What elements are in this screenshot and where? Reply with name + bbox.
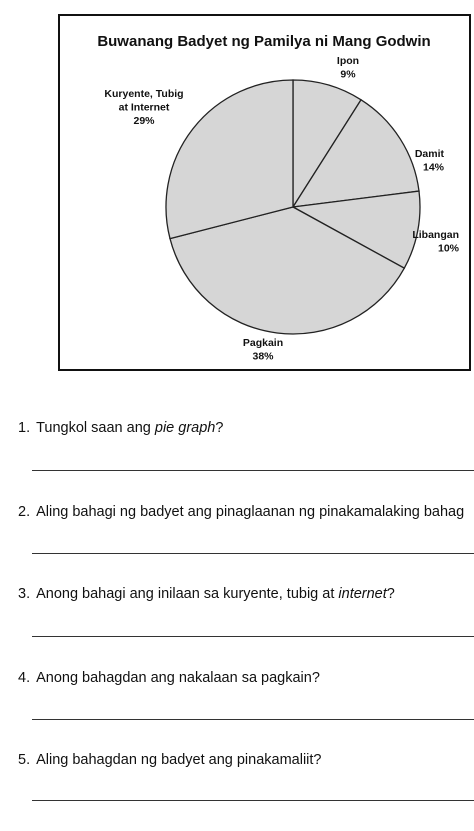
- answer-line-5[interactable]: [32, 800, 474, 801]
- question-text: Anong bahagdan ang nakalaan sa pagkain?: [36, 670, 320, 686]
- answer-line-4[interactable]: [32, 719, 474, 720]
- question-number: 2.: [18, 504, 31, 520]
- question-text: Tungkol saan ang: [36, 420, 155, 436]
- question-1: [18, 420, 223, 436]
- slice-name: Ipon: [336, 55, 360, 67]
- slice-name: Kuryente, Tubig: [104, 88, 184, 100]
- slice-percent: 29%: [133, 115, 155, 127]
- question-term: internet: [338, 586, 387, 602]
- answer-line-3[interactable]: [32, 636, 474, 637]
- slice-name: Libangan: [412, 229, 459, 241]
- answer-line-2[interactable]: [32, 553, 474, 554]
- question-number: 5.: [18, 752, 31, 768]
- slice-percent: 14%: [422, 161, 444, 174]
- question-5: [18, 752, 321, 768]
- question-text: ?: [386, 586, 395, 602]
- slice-percent: 10%: [437, 242, 459, 255]
- slice-percent: 9%: [340, 68, 356, 81]
- question-4: [18, 670, 320, 686]
- question-text: Anong bahagi ang inilaan sa kuryente, tubig at: [36, 586, 339, 602]
- question-term: pie graph: [154, 420, 216, 436]
- question-number: 4.: [18, 670, 31, 686]
- question-number: 1.: [18, 420, 31, 436]
- slice-percent: 38%: [252, 350, 274, 363]
- question-3: [18, 586, 395, 602]
- question-number: 3.: [18, 586, 31, 602]
- question-text: Aling bahagi ng badyet ang pinaglaanan ng pinakamalaking bahag: [36, 504, 465, 520]
- answer-line-1[interactable]: [32, 470, 474, 471]
- question-2: [18, 504, 464, 520]
- chart-title: Buwanang Badyet ng Pamilya ni Mang Godwin: [97, 33, 431, 50]
- question-text: Aling bahagdan ng badyet ang pinakamaliit?: [36, 752, 322, 768]
- slice-name: Pagkain: [242, 337, 284, 349]
- slice-name: at Internet: [118, 101, 170, 114]
- question-text: ?: [215, 420, 224, 436]
- slice-name: Damit: [414, 148, 444, 160]
